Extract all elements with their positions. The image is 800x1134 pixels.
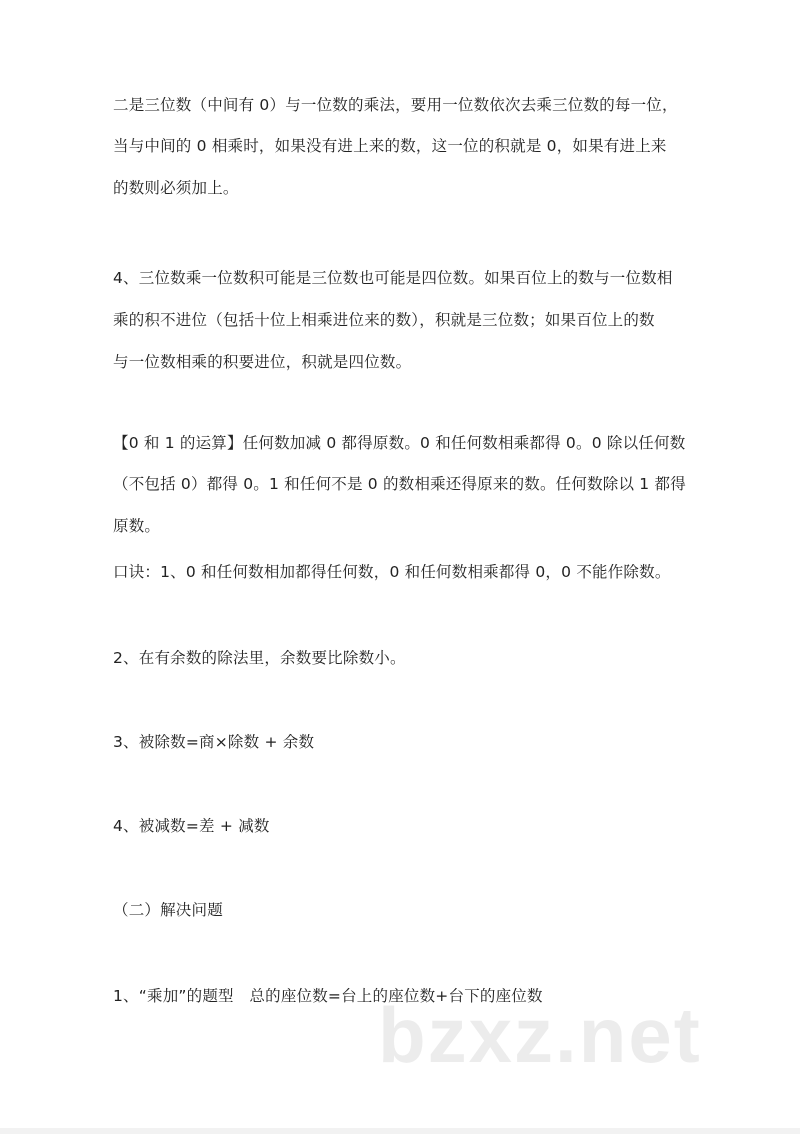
text-line: 原数。 [113,517,161,535]
text-line: 当与中间的 0 相乘时，如果没有进上来的数，这一位的积就是 0，如果有进上来 [113,137,667,155]
section-heading: （二）解决问题 [113,901,223,919]
text-line: 口诀：1、0 和任何数相加都得任何数，0 和任何数相乘都得 0，0 不能作除数。 [113,563,671,581]
text-line: 与一位数相乘的积要进位，积就是四位数。 [113,353,412,371]
watermark: bzxz.net [378,991,702,1079]
text-line: 1、“乘加”的题型 总的座位数=台上的座位数+台下的座位数 [113,987,543,1005]
text-line: 的数则必须加上。 [113,179,239,197]
text-line: 2、在有余数的除法里，余数要比除数小。 [113,649,406,667]
page-edge [0,1128,800,1134]
text-line: （不包括 0）都得 0。1 和任何不是 0 的数相乘还得原来的数。任何数除以 1 都得 [113,475,686,493]
text-line: 4、三位数乘一位数积可能是三位数也可能是四位数。如果百位上的数与一位数相 [113,269,673,287]
text-line: 乘的积不进位（包括十位上相乘进位来的数），积就是三位数；如果百位上的数 [113,311,655,329]
text-line: 【0 和 1 的运算】任何数加减 0 都得原数。0 和任何数相乘都得 0。0 除以任何数 [113,434,686,452]
text-line: 4、被减数=差 + 减数 [113,817,270,835]
text-line: 二是三位数（中间有 0）与一位数的乘法，要用一位数依次去乘三位数的每一位， [113,96,678,114]
text-line: 3、被除数=商×除数 + 余数 [113,733,315,751]
